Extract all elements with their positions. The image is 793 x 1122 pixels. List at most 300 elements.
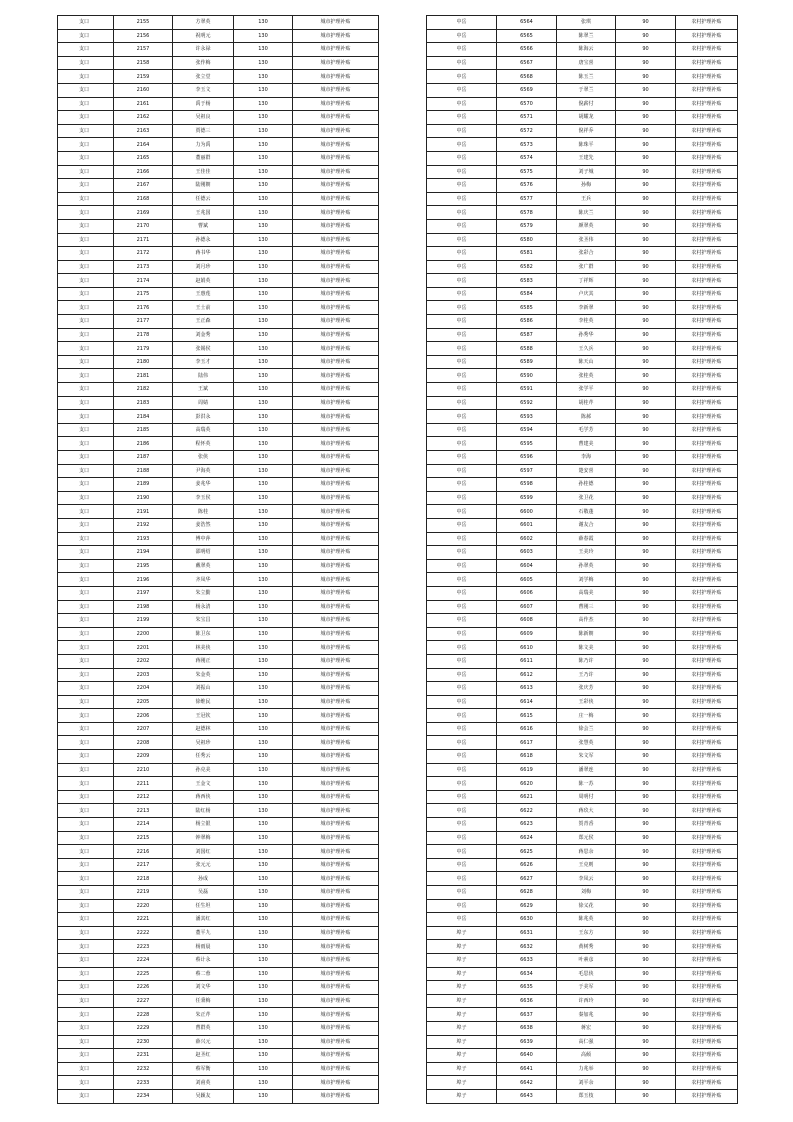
subsidy-type-cell: 城市护理补贴 xyxy=(293,573,379,587)
name-cell: 孙克美 xyxy=(173,763,234,777)
serial-cell: 2164 xyxy=(114,138,173,152)
name-cell: 朱正芹 xyxy=(173,1008,234,1022)
name-cell: 王彩侠 xyxy=(557,695,616,709)
town-cell: 支口 xyxy=(58,505,114,519)
town-cell: 支口 xyxy=(58,804,114,818)
name-cell: 杨雨晨 xyxy=(173,940,234,954)
subsidy-type-cell: 城市护理补贴 xyxy=(293,546,379,560)
table-row xyxy=(427,355,738,369)
amount-cell: 130 xyxy=(234,342,293,356)
serial-cell: 6622 xyxy=(497,804,557,818)
town-cell: 埠子 xyxy=(427,967,497,981)
name-cell: 戴翠英 xyxy=(173,559,234,573)
name-cell: 李新翠 xyxy=(557,301,616,315)
serial-cell: 2180 xyxy=(114,355,173,369)
subsidy-type-cell: 农村护理补贴 xyxy=(676,16,738,30)
serial-cell: 2160 xyxy=(114,83,173,97)
name-cell: 杨立银 xyxy=(173,818,234,832)
serial-cell: 6578 xyxy=(497,206,557,220)
table-row xyxy=(58,124,379,138)
serial-cell: 2166 xyxy=(114,165,173,179)
name-cell: 朱宝昌 xyxy=(173,614,234,628)
serial-cell: 2175 xyxy=(114,287,173,301)
subsidy-type-cell: 城市护理补贴 xyxy=(293,396,379,410)
subsidy-type-cell: 城市护理补贴 xyxy=(293,818,379,832)
town-cell: 支口 xyxy=(58,1089,114,1103)
amount-cell: 130 xyxy=(234,43,293,57)
subsidy-type-cell: 城市护理补贴 xyxy=(293,491,379,505)
name-cell: 吴祖珍 xyxy=(173,736,234,750)
name-cell: 黄树秀 xyxy=(557,940,616,954)
town-cell: 支口 xyxy=(58,56,114,70)
amount-cell: 90 xyxy=(616,967,676,981)
amount-cell: 90 xyxy=(616,233,676,247)
amount-cell: 90 xyxy=(616,573,676,587)
name-cell: 张元元 xyxy=(173,858,234,872)
town-cell: 中岳 xyxy=(427,804,497,818)
amount-cell: 130 xyxy=(234,70,293,84)
town-cell: 支口 xyxy=(58,478,114,492)
table-row xyxy=(58,967,379,981)
name-cell: 徐会兰 xyxy=(557,722,616,736)
table-row xyxy=(427,111,738,125)
serial-cell: 2220 xyxy=(114,899,173,913)
table-row xyxy=(58,586,379,600)
name-cell: 刘金秀 xyxy=(173,328,234,342)
town-cell: 中岳 xyxy=(427,627,497,641)
amount-cell: 90 xyxy=(616,70,676,84)
town-cell: 支口 xyxy=(58,573,114,587)
table-row xyxy=(427,437,738,451)
subsidy-type-cell: 城市护理补贴 xyxy=(293,682,379,696)
amount-cell: 90 xyxy=(616,899,676,913)
table-row xyxy=(58,654,379,668)
subsidy-type-cell: 城市护理补贴 xyxy=(293,722,379,736)
name-cell: 吴颖友 xyxy=(173,1089,234,1103)
name-cell: 曹斌 xyxy=(173,219,234,233)
amount-cell: 130 xyxy=(234,396,293,410)
town-cell: 支口 xyxy=(58,70,114,84)
serial-cell: 6592 xyxy=(497,396,557,410)
amount-cell: 130 xyxy=(234,831,293,845)
subsidy-type-cell: 城市护理补贴 xyxy=(293,464,379,478)
amount-cell: 90 xyxy=(616,396,676,410)
serial-cell: 2232 xyxy=(114,1062,173,1076)
subsidy-type-cell: 城市护理补贴 xyxy=(293,1035,379,1049)
name-cell: 方翠英 xyxy=(173,16,234,30)
town-cell: 中岳 xyxy=(427,165,497,179)
subsidy-type-cell: 城市护理补贴 xyxy=(293,654,379,668)
town-cell: 支口 xyxy=(58,491,114,505)
name-cell: 倪薪付 xyxy=(557,97,616,111)
name-cell: 丁祥辉 xyxy=(557,274,616,288)
table-row xyxy=(427,831,738,845)
town-cell: 中岳 xyxy=(427,573,497,587)
town-cell: 支口 xyxy=(58,546,114,560)
table-row xyxy=(58,668,379,682)
table-row xyxy=(58,790,379,804)
name-cell: 薛兴元 xyxy=(173,1035,234,1049)
town-cell: 支口 xyxy=(58,600,114,614)
table-row xyxy=(58,614,379,628)
name-cell: 杨永清 xyxy=(173,600,234,614)
subsidy-type-cell: 农村护理补贴 xyxy=(676,818,738,832)
subsidy-type-cell: 农村护理补贴 xyxy=(676,722,738,736)
name-cell: 蒋刚正 xyxy=(173,654,234,668)
town-cell: 中岳 xyxy=(427,736,497,750)
amount-cell: 130 xyxy=(234,709,293,723)
subsidy-type-cell: 城市护理补贴 xyxy=(293,451,379,465)
serial-cell: 2161 xyxy=(114,97,173,111)
town-cell: 支口 xyxy=(58,464,114,478)
serial-cell: 6600 xyxy=(497,505,557,519)
amount-cell: 90 xyxy=(616,274,676,288)
amount-cell: 90 xyxy=(616,423,676,437)
amount-cell: 130 xyxy=(234,750,293,764)
name-cell: 王冠钦 xyxy=(173,709,234,723)
table-row xyxy=(58,165,379,179)
subsidy-type-cell: 农村护理补贴 xyxy=(676,355,738,369)
serial-cell: 6639 xyxy=(497,1035,557,1049)
town-cell: 中岳 xyxy=(427,369,497,383)
serial-cell: 2179 xyxy=(114,342,173,356)
amount-cell: 90 xyxy=(616,219,676,233)
subsidy-type-cell: 农村护理补贴 xyxy=(676,518,738,532)
serial-cell: 2170 xyxy=(114,219,173,233)
serial-cell: 6617 xyxy=(497,736,557,750)
name-cell: 蔡军衡 xyxy=(173,1062,234,1076)
amount-cell: 90 xyxy=(616,722,676,736)
amount-cell: 130 xyxy=(234,274,293,288)
table-row xyxy=(427,913,738,927)
table-row xyxy=(427,233,738,247)
town-cell: 支口 xyxy=(58,614,114,628)
subsidy-type-cell: 农村护理补贴 xyxy=(676,1062,738,1076)
amount-cell: 90 xyxy=(616,763,676,777)
table-row xyxy=(58,219,379,233)
subsidy-type-cell: 农村护理补贴 xyxy=(676,953,738,967)
subsidy-type-cell: 城市护理补贴 xyxy=(293,926,379,940)
table-row xyxy=(427,165,738,179)
amount-cell: 90 xyxy=(616,83,676,97)
table-row xyxy=(427,464,738,478)
subsidy-type-cell: 城市护理补贴 xyxy=(293,845,379,859)
name-cell: 张庆芳 xyxy=(557,682,616,696)
town-cell: 支口 xyxy=(58,790,114,804)
amount-cell: 130 xyxy=(234,1089,293,1103)
table-row xyxy=(58,886,379,900)
name-cell: 傅中萍 xyxy=(173,532,234,546)
subsidy-type-cell: 农村护理补贴 xyxy=(676,872,738,886)
serial-cell: 6601 xyxy=(497,518,557,532)
serial-cell: 6610 xyxy=(497,641,557,655)
serial-cell: 2182 xyxy=(114,383,173,397)
subsidy-type-cell: 农村护理补贴 xyxy=(676,1035,738,1049)
serial-cell: 2183 xyxy=(114,396,173,410)
town-cell: 中岳 xyxy=(427,695,497,709)
name-cell: 王斌 xyxy=(173,383,234,397)
amount-cell: 130 xyxy=(234,179,293,193)
subsidy-type-cell: 农村护理补贴 xyxy=(676,559,738,573)
table-row xyxy=(58,518,379,532)
table-row xyxy=(58,627,379,641)
table-row xyxy=(427,192,738,206)
amount-cell: 130 xyxy=(234,56,293,70)
town-cell: 支口 xyxy=(58,396,114,410)
subsidy-type-cell: 城市护理补贴 xyxy=(293,124,379,138)
name-cell: 王正森 xyxy=(173,315,234,329)
town-cell: 支口 xyxy=(58,967,114,981)
subsidy-type-cell: 农村护理补贴 xyxy=(676,804,738,818)
town-cell: 支口 xyxy=(58,260,114,274)
town-cell: 中岳 xyxy=(427,301,497,315)
town-cell: 支口 xyxy=(58,315,114,329)
table-row xyxy=(427,546,738,560)
town-cell: 支口 xyxy=(58,383,114,397)
amount-cell: 130 xyxy=(234,111,293,125)
subsidy-type-cell: 城市护理补贴 xyxy=(293,1062,379,1076)
table-row xyxy=(427,967,738,981)
table-row xyxy=(427,899,738,913)
amount-cell: 130 xyxy=(234,818,293,832)
subsidy-type-cell: 农村护理补贴 xyxy=(676,1008,738,1022)
serial-cell: 6587 xyxy=(497,328,557,342)
name-cell: 高作杰 xyxy=(557,614,616,628)
subsidy-type-cell: 农村护理补贴 xyxy=(676,750,738,764)
name-cell: 王乃许 xyxy=(557,668,616,682)
subsidy-type-cell: 农村护理补贴 xyxy=(676,940,738,954)
name-cell: 胡桂芹 xyxy=(557,396,616,410)
amount-cell: 130 xyxy=(234,926,293,940)
town-cell: 中岳 xyxy=(427,899,497,913)
amount-cell: 90 xyxy=(616,287,676,301)
subsidy-type-cell: 农村护理补贴 xyxy=(676,423,738,437)
table-row xyxy=(427,614,738,628)
table-row xyxy=(58,981,379,995)
table-row xyxy=(427,369,738,383)
subsidy-type-cell: 农村护理补贴 xyxy=(676,899,738,913)
serial-cell: 6608 xyxy=(497,614,557,628)
subsidy-type-cell: 农村护理补贴 xyxy=(676,831,738,845)
subsidy-type-cell: 城市护理补贴 xyxy=(293,70,379,84)
amount-cell: 90 xyxy=(616,627,676,641)
subsidy-type-cell: 城市护理补贴 xyxy=(293,899,379,913)
subsidy-type-cell: 农村护理补贴 xyxy=(676,763,738,777)
name-cell: 陈郝 xyxy=(557,410,616,424)
table-row xyxy=(427,1089,738,1103)
amount-cell: 130 xyxy=(234,410,293,424)
town-cell: 中岳 xyxy=(427,206,497,220)
subsidy-type-cell: 城市护理补贴 xyxy=(293,29,379,43)
table-row xyxy=(427,682,738,696)
table-row xyxy=(427,586,738,600)
name-cell: 赵圣红 xyxy=(173,1049,234,1063)
serial-cell: 2200 xyxy=(114,627,173,641)
name-cell: 孙桂德 xyxy=(557,478,616,492)
town-cell: 中岳 xyxy=(427,192,497,206)
town-cell: 支口 xyxy=(58,763,114,777)
town-cell: 支口 xyxy=(58,899,114,913)
name-cell: 陆红杨 xyxy=(173,804,234,818)
serial-cell: 2202 xyxy=(114,654,173,668)
serial-cell: 2185 xyxy=(114,423,173,437)
serial-cell: 6598 xyxy=(497,478,557,492)
table-row xyxy=(427,70,738,84)
town-cell: 支口 xyxy=(58,451,114,465)
amount-cell: 130 xyxy=(234,206,293,220)
serial-cell: 6576 xyxy=(497,179,557,193)
name-cell: 刘子城 xyxy=(557,165,616,179)
name-cell: 赵德林 xyxy=(173,722,234,736)
town-cell: 中岳 xyxy=(427,790,497,804)
right-ledger-table xyxy=(426,15,738,1104)
serial-cell: 6624 xyxy=(497,831,557,845)
town-cell: 支口 xyxy=(58,437,114,451)
town-cell: 支口 xyxy=(58,124,114,138)
name-cell: 钟翠梅 xyxy=(173,831,234,845)
subsidy-type-cell: 城市护理补贴 xyxy=(293,1076,379,1090)
table-row xyxy=(58,695,379,709)
serial-cell: 2189 xyxy=(114,478,173,492)
serial-cell: 2192 xyxy=(114,518,173,532)
town-cell: 中岳 xyxy=(427,600,497,614)
table-row xyxy=(58,437,379,451)
subsidy-type-cell: 城市护理补贴 xyxy=(293,586,379,600)
table-row xyxy=(58,1089,379,1103)
amount-cell: 90 xyxy=(616,1049,676,1063)
amount-cell: 130 xyxy=(234,315,293,329)
subsidy-type-cell: 城市护理补贴 xyxy=(293,179,379,193)
subsidy-type-cell: 农村护理补贴 xyxy=(676,451,738,465)
amount-cell: 90 xyxy=(616,328,676,342)
table-row xyxy=(58,1049,379,1063)
town-cell: 埠子 xyxy=(427,1076,497,1090)
serial-cell: 6605 xyxy=(497,573,557,587)
serial-cell: 2221 xyxy=(114,913,173,927)
name-cell: 张侠 xyxy=(173,451,234,465)
table-row xyxy=(427,790,738,804)
subsidy-type-cell: 农村护理补贴 xyxy=(676,179,738,193)
town-cell: 中岳 xyxy=(427,505,497,519)
table-row xyxy=(427,532,738,546)
table-row xyxy=(58,736,379,750)
subsidy-type-cell: 农村护理补贴 xyxy=(676,464,738,478)
amount-cell: 90 xyxy=(616,736,676,750)
table-row xyxy=(58,83,379,97)
table-row xyxy=(58,138,379,152)
table-row xyxy=(58,1062,379,1076)
name-cell: 曹群英 xyxy=(173,1021,234,1035)
name-cell: 张立堂 xyxy=(173,70,234,84)
town-cell: 支口 xyxy=(58,858,114,872)
serial-cell: 6571 xyxy=(497,111,557,125)
town-cell: 中岳 xyxy=(427,668,497,682)
serial-cell: 6627 xyxy=(497,872,557,886)
table-row xyxy=(427,1035,738,1049)
serial-cell: 6640 xyxy=(497,1049,557,1063)
town-cell: 支口 xyxy=(58,219,114,233)
name-cell: 孙德永 xyxy=(173,233,234,247)
subsidy-type-cell: 城市护理补贴 xyxy=(293,695,379,709)
amount-cell: 130 xyxy=(234,328,293,342)
name-cell: 王久兵 xyxy=(557,342,616,356)
amount-cell: 90 xyxy=(616,559,676,573)
town-cell: 埠子 xyxy=(427,1021,497,1035)
subsidy-type-cell: 农村护理补贴 xyxy=(676,586,738,600)
name-cell: 孙梅 xyxy=(557,179,616,193)
name-cell: 秦加兆 xyxy=(557,1008,616,1022)
name-cell: 齐凤华 xyxy=(173,573,234,587)
name-cell: 蒋宏 xyxy=(557,1021,616,1035)
town-cell: 支口 xyxy=(58,151,114,165)
name-cell: 李玉文 xyxy=(173,83,234,97)
amount-cell: 130 xyxy=(234,1021,293,1035)
town-cell: 中岳 xyxy=(427,491,497,505)
amount-cell: 90 xyxy=(616,654,676,668)
serial-cell: 6620 xyxy=(497,777,557,791)
serial-cell: 2197 xyxy=(114,586,173,600)
name-cell: 朱立勤 xyxy=(173,586,234,600)
serial-cell: 6594 xyxy=(497,423,557,437)
subsidy-type-cell: 城市护理补贴 xyxy=(293,858,379,872)
table-row xyxy=(427,804,738,818)
amount-cell: 90 xyxy=(616,355,676,369)
amount-cell: 130 xyxy=(234,804,293,818)
name-cell: 蒋玖大 xyxy=(557,804,616,818)
subsidy-type-cell: 城市护理补贴 xyxy=(293,831,379,845)
town-cell: 中岳 xyxy=(427,97,497,111)
table-row xyxy=(58,777,379,791)
name-cell: 王佳佳 xyxy=(173,165,234,179)
subsidy-type-cell: 农村护理补贴 xyxy=(676,845,738,859)
town-cell: 支口 xyxy=(58,627,114,641)
name-cell: 张彩合 xyxy=(557,247,616,261)
serial-cell: 6566 xyxy=(497,43,557,57)
amount-cell: 90 xyxy=(616,464,676,478)
table-row xyxy=(427,478,738,492)
amount-cell: 90 xyxy=(616,206,676,220)
subsidy-type-cell: 农村护理补贴 xyxy=(676,926,738,940)
table-row xyxy=(427,16,738,30)
serial-cell: 6633 xyxy=(497,953,557,967)
serial-cell: 6589 xyxy=(497,355,557,369)
table-row xyxy=(58,858,379,872)
subsidy-type-cell: 城市护理补贴 xyxy=(293,111,379,125)
table-row xyxy=(58,179,379,193)
town-cell: 中岳 xyxy=(427,287,497,301)
subsidy-type-cell: 农村护理补贴 xyxy=(676,138,738,152)
subsidy-type-cell: 农村护理补贴 xyxy=(676,532,738,546)
town-cell: 中岳 xyxy=(427,831,497,845)
subsidy-type-cell: 农村护理补贴 xyxy=(676,247,738,261)
name-cell: 任德云 xyxy=(173,192,234,206)
serial-cell: 6625 xyxy=(497,845,557,859)
town-cell: 支口 xyxy=(58,532,114,546)
name-cell: 刘月珍 xyxy=(173,260,234,274)
subsidy-type-cell: 城市护理补贴 xyxy=(293,369,379,383)
town-cell: 中岳 xyxy=(427,437,497,451)
name-cell: 楚安喜 xyxy=(557,464,616,478)
town-cell: 支口 xyxy=(58,247,114,261)
amount-cell: 130 xyxy=(234,967,293,981)
serial-cell: 6585 xyxy=(497,301,557,315)
name-cell: 任生坦 xyxy=(173,899,234,913)
subsidy-type-cell: 城市护理补贴 xyxy=(293,1049,379,1063)
table-row xyxy=(427,845,738,859)
table-row xyxy=(58,410,379,424)
name-cell: 徐义花 xyxy=(557,899,616,913)
subsidy-type-cell: 农村护理补贴 xyxy=(676,913,738,927)
